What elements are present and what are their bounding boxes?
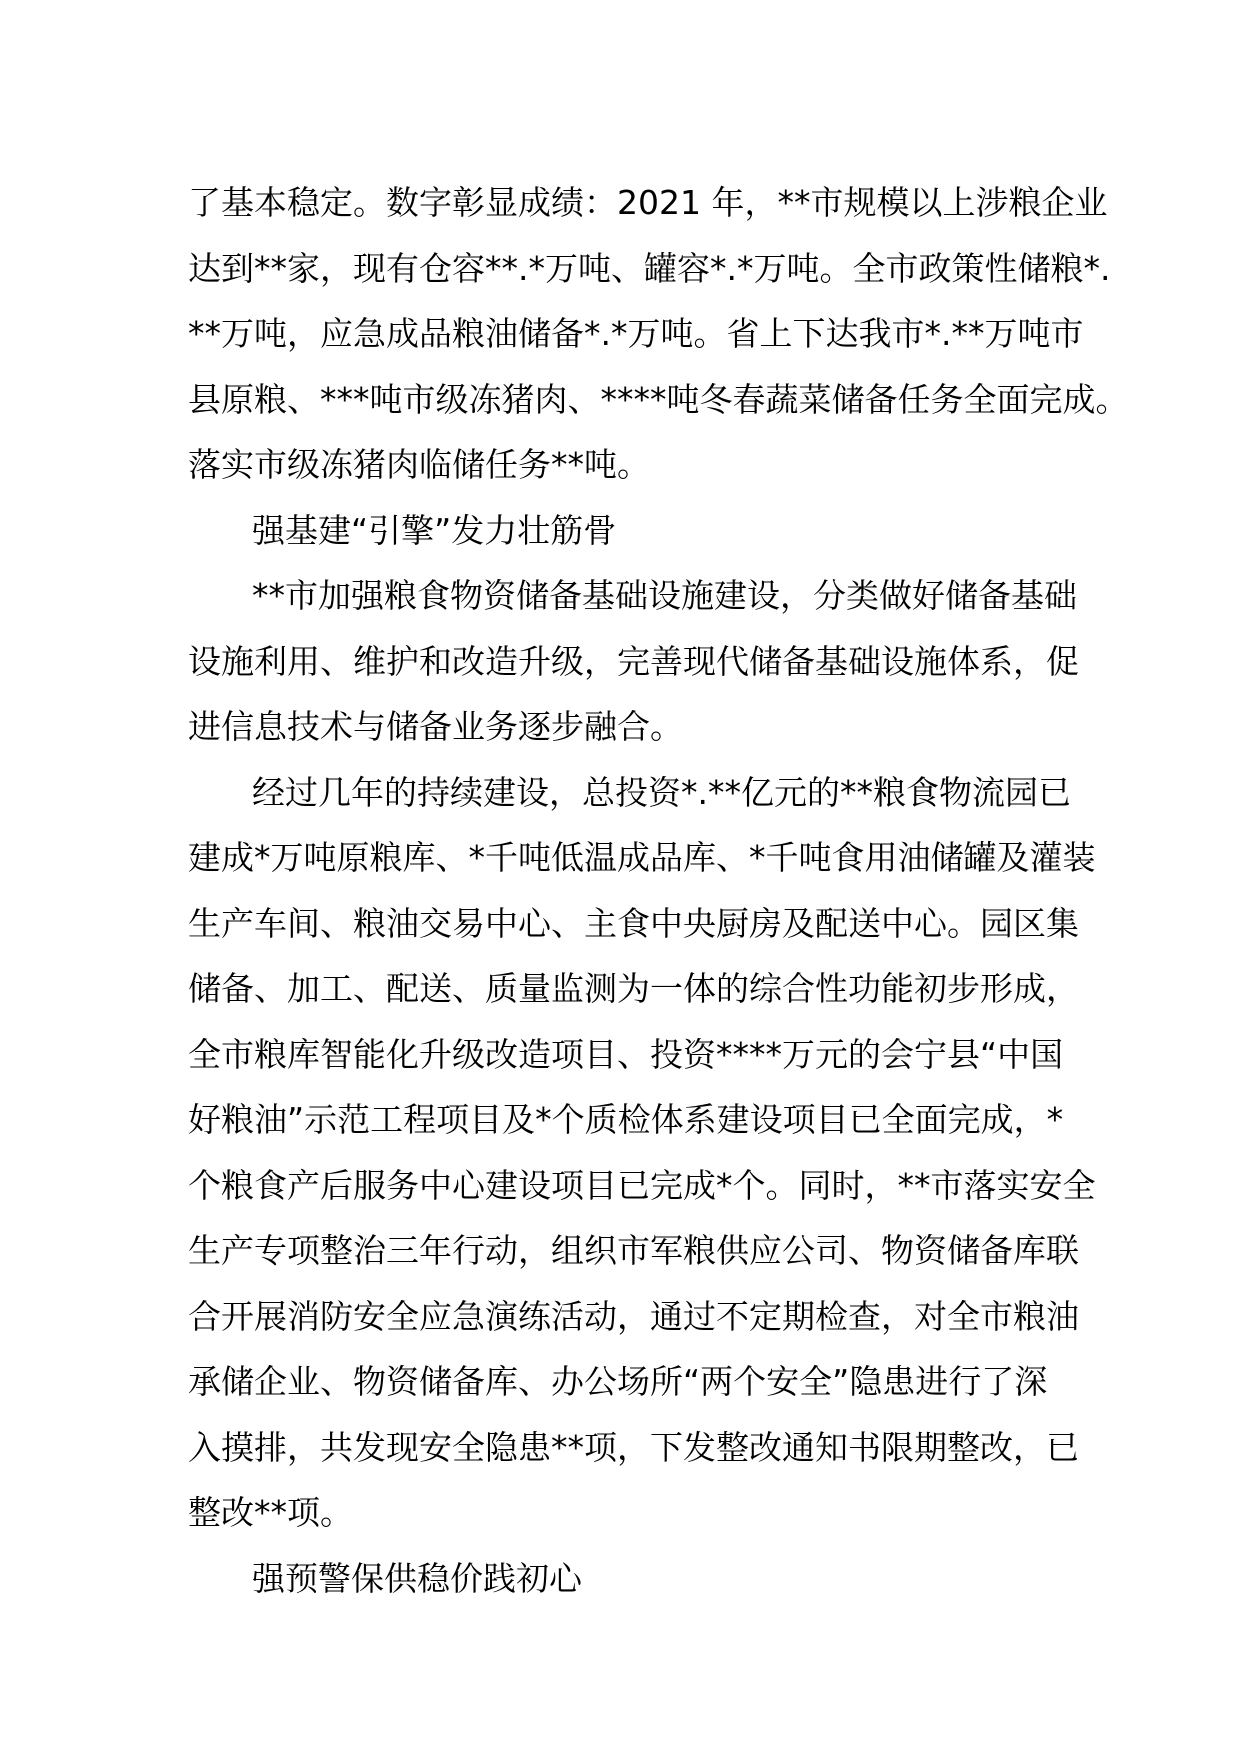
paragraph-start-line: 强预警保供稳价践初心 [252, 1558, 582, 1598]
text-line: **万吨，应急成品粮油储备*.*万吨。省上下达我市*.**万吨市 [188, 314, 1084, 353]
paragraph-start-line: **市加强粮食物资储备基础设施建设，分类做好储备基础 [252, 576, 1077, 615]
text-line: 进信息技术与储备业务逐步融合。 [188, 707, 683, 746]
text-line: 入摸排，共发现安全隐患**项，下发整改通知书限期整改，已 [188, 1427, 1079, 1467]
text-line: 好粮油”示范工程项目及*个质检体系建设项目已全面完成，* [188, 1100, 1064, 1139]
text-line: 建成*万吨原粮库、*千吨低温成品库、*千吨食用油储罐及灌装 [188, 838, 1096, 877]
text-line: 县原粮、***吨市级冻猪肉、****吨冬春蔬菜储备任务全面完成。 [188, 379, 1129, 419]
text-line: 生产车间、粮油交易中心、主食中央厨房及配送中心。园区集 [188, 903, 1079, 943]
paragraph-start-line: 强基建“引擎”发力壮筋骨 [252, 510, 617, 550]
text-line: 设施利用、维护和改造升级，完善现代储备基础设施体系，促 [188, 641, 1079, 681]
paragraph-start-line: 经过几年的持续建设，总投资*.**亿元的**粮食物流园已 [252, 772, 1071, 812]
text-line: 承储企业、物资储备库、办公场所“两个安全”隐患进行了深 [188, 1362, 1048, 1401]
text-line: 整改**项。 [188, 1493, 353, 1532]
text-line: 合开展消防安全应急演练活动，通过不定期检查，对全市粮油 [188, 1296, 1079, 1336]
text-line: 全市粮库智能化升级改造项目、投资****万元的会宁县“中国 [188, 1034, 1064, 1074]
text-line: 储备、加工、配送、质量监测为一体的综合性功能初步形成， [188, 969, 1079, 1008]
text-line: 个粮食产后服务中心建设项目已完成*个。同时，**市落实安全 [188, 1165, 1096, 1205]
text-line: 了基本稳定。数字彰显成绩：2021 年，**市规模以上涉粮企业 [188, 183, 1108, 222]
text-line: 达到**家，现有仓容**.*万吨、罐容*.*万吨。全市政策性储粮*. [188, 248, 1111, 288]
text-line: 生产专项整治三年行动，组织市军粮供应公司、物资储备库联 [188, 1231, 1079, 1270]
document-body [188, 170, 1129, 1611]
text-line: 落实市级冻猪肉临储任务**吨。 [188, 445, 650, 484]
